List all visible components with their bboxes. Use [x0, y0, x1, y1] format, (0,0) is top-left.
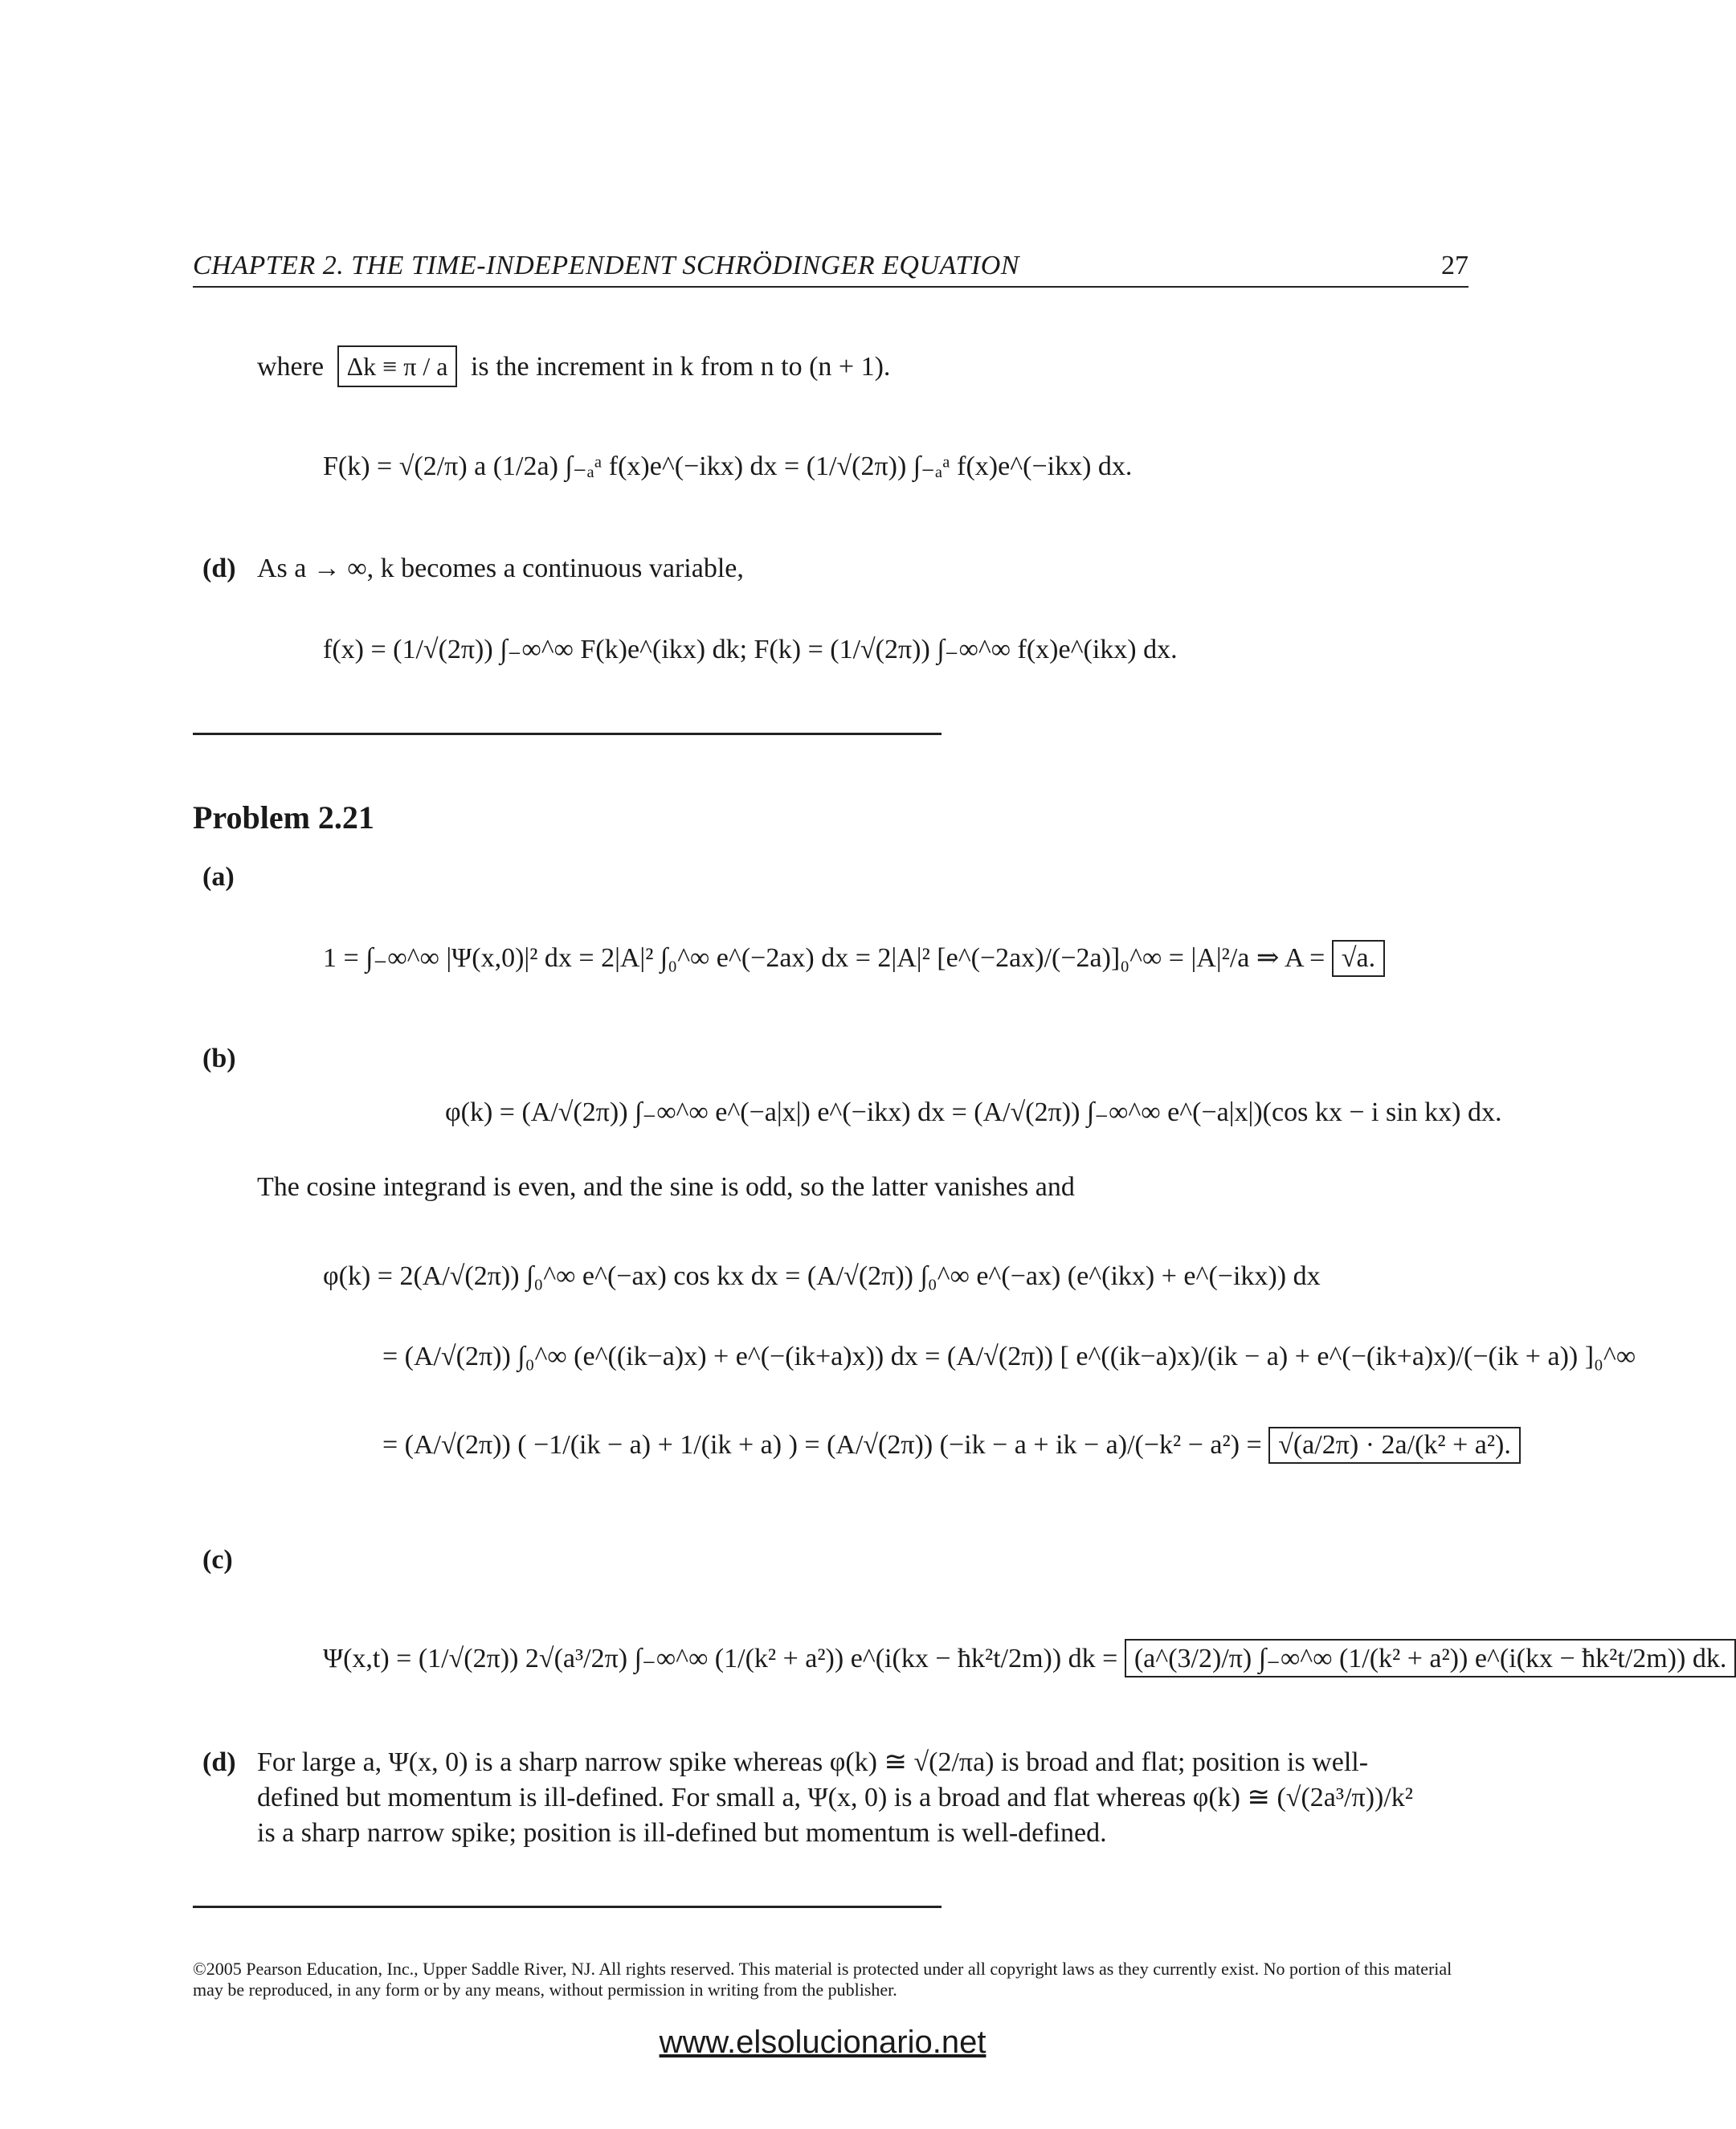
section-divider — [193, 733, 942, 735]
part-c-label: (c) — [202, 1545, 233, 1575]
answer-box-b: √(a/2π) · 2a/(k² + a²). — [1268, 1427, 1521, 1464]
equation-part-c-body: Ψ(x,t) = (1/√(2π)) 2√(a³/2π) ∫₋∞^∞ (1/(k² + a²)) e^(i(kx − ħk²t/2m)) dk = — [323, 1644, 1118, 1673]
equation-part-b-line1: φ(k) = 2(A/√(2π)) ∫₀^∞ e^(−ax) cos kx dx = (A/√(2π)) ∫₀^∞ e^(−ax) (e^(ikx) + e^(−ikx)) dx — [323, 1261, 1321, 1291]
answer-box-c: (a^(3/2)/π) ∫₋∞^∞ (1/(k² + a²)) e^(i(kx − ħk²t/2m)) dk. — [1125, 1639, 1736, 1677]
where-line — [257, 345, 890, 387]
delta-k-box: Δk ≡ π / a — [337, 345, 458, 387]
part-a-label: (a) — [202, 862, 235, 892]
equation-fourier-pair: f(x) = (1/√(2π)) ∫₋∞^∞ F(k)e^(ikx) dk; F(k) = (1/√(2π)) ∫₋∞^∞ f(x)e^(ikx) dx. — [323, 635, 1178, 664]
part-b-text: The cosine integrand is even, and the sine is odd, so the latter vanishes and — [257, 1172, 1075, 1202]
part-d-line3: is a sharp narrow spike; position is ill-defined but momentum is well-defined. — [257, 1818, 1107, 1848]
part-b-label: (b) — [202, 1044, 236, 1073]
part-d-label: (d) — [202, 554, 236, 583]
copyright-notice: ©2005 Pearson Education, Inc., Upper Saddle River, NJ. All rights reserved. This material is protected under all copyright laws as they currently exist. No portion of this material may be reproduced, in any form or by any means, without permission in writing from the publisher. — [193, 1959, 1452, 2000]
equation-part-a-body: 1 = ∫₋∞^∞ |Ψ(x,0)|² dx = 2|A|² ∫₀^∞ e^(−2ax) dx = 2|A|² [e^(−2ax)/(−2a)]₀^∞ = |A|²/a ⇒ A = — [323, 943, 1325, 973]
part-d-line1: For large a, Ψ(x, 0) is a sharp narrow spike whereas φ(k) ≅ √(2/πa) is broad and flat; position is well- — [257, 1747, 1369, 1777]
section-d-text: As a → ∞, k becomes a continuous variable, — [257, 554, 744, 583]
equation-part-c — [323, 1639, 1736, 1677]
equation-part-b-line2: = (A/√(2π)) ∫₀^∞ (e^((ik−a)x) + e^(−(ik+a)x)) dx = (A/√(2π)) [ e^((ik−a)x)/(ik − a) + e^(−(ik+a)x)/(−(ik + a)) ]₀^∞ — [382, 1342, 1636, 1371]
where-label: where — [257, 352, 325, 382]
equation-part-a — [323, 940, 1385, 977]
section-divider-bottom — [193, 1906, 942, 1908]
problem-title: Problem 2.21 — [193, 799, 374, 836]
equation-part-b-line3 — [382, 1427, 1521, 1464]
section-d-label-top — [202, 551, 236, 586]
running-header — [193, 249, 1468, 288]
equation-F-k: F(k) = √(2/π) a (1/2a) ∫₋ₐᵃ f(x)e^(−ikx) dx = (1/√(2π)) ∫₋ₐᵃ f(x)e^(−ikx) dx. — [323, 452, 1133, 481]
chapter-title: CHAPTER 2. THE TIME-INDEPENDENT SCHRÖDINGER EQUATION — [193, 251, 1019, 280]
page-number: 27 — [1441, 251, 1468, 280]
equation-part-b-1: φ(k) = (A/√(2π)) ∫₋∞^∞ e^(−a|x|) e^(−ikx) dx = (A/√(2π)) ∫₋∞^∞ e^(−a|x|)(cos kx − i sin kx) dx. — [445, 1097, 1502, 1127]
equation-part-b-line3-body: = (A/√(2π)) ( −1/(ik − a) + 1/(ik + a) ) = (A/√(2π)) (−ik − a + ik − a)/(−k² − a²) = — [382, 1430, 1262, 1460]
part-d-line2: defined but momentum is ill-defined. For small a, Ψ(x, 0) is a broad and flat whereas φ(k) ≅ (√(2a³/π))/k² — [257, 1783, 1413, 1812]
part-d-label-bottom: (d) — [202, 1747, 236, 1777]
answer-box-a: √a. — [1332, 940, 1385, 977]
increment-text: is the increment in k from n to (n + 1). — [470, 352, 891, 382]
website-link[interactable]: www.elsolucionario.net — [659, 2025, 986, 2060]
